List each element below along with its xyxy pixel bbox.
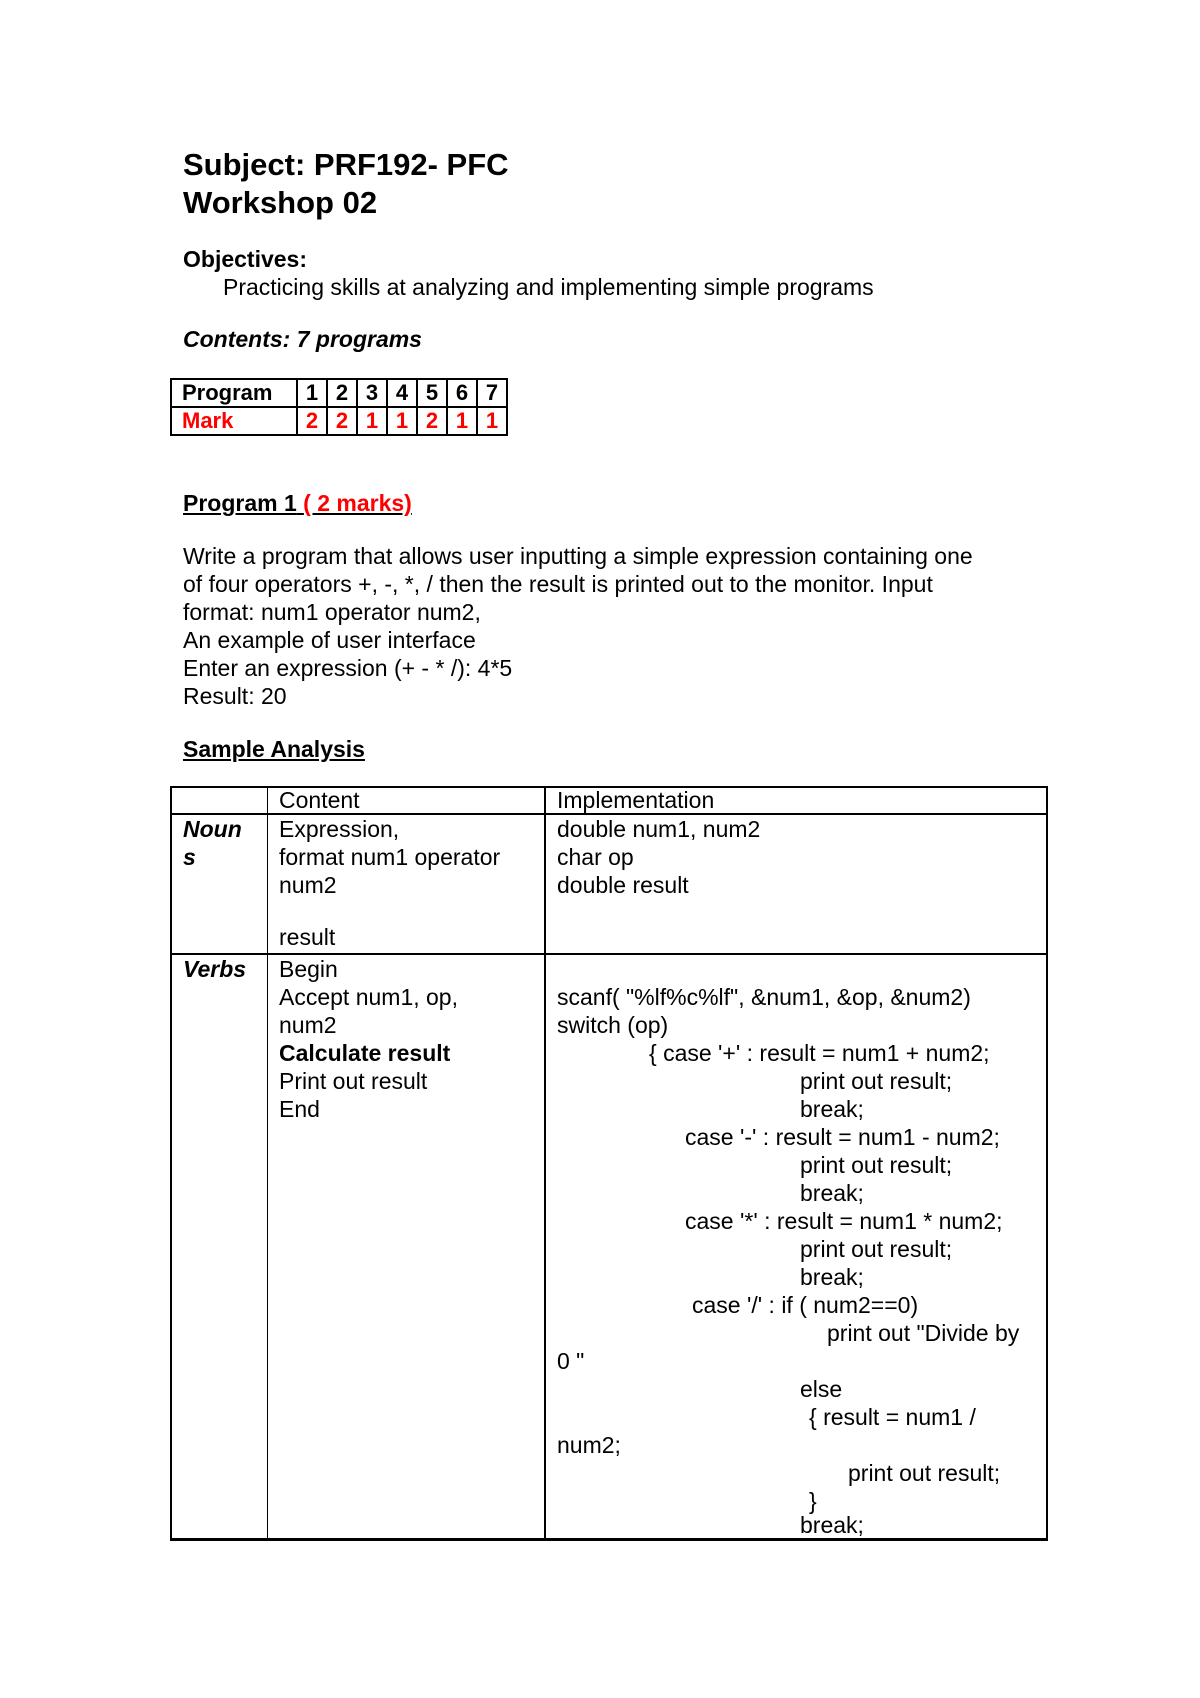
code-line: case '/' : if ( num2==0) — [692, 1292, 919, 1318]
code-line: break; — [800, 1096, 864, 1122]
nouns-impl-line: double num1, num2 — [557, 816, 761, 842]
sample-analysis-heading: Sample Analysis — [183, 736, 365, 762]
code-line: scanf( "%lf%c%lf", &num1, &op, &num2) — [557, 984, 971, 1010]
verbs-content — [279, 955, 458, 1123]
mark-value: 2 — [327, 407, 357, 435]
nouns-content-line: Expression, — [279, 816, 400, 842]
code-line: case '-' : result = num1 - num2; — [685, 1124, 1000, 1150]
table-border — [170, 1538, 1048, 1541]
objectives-text: Practicing skills at analyzing and implementing simple programs — [223, 274, 874, 300]
mark-label: Mark — [171, 407, 297, 435]
program-row — [171, 379, 507, 407]
marks-table — [170, 378, 508, 436]
program-number: 6 — [447, 379, 477, 407]
code-line: break; — [800, 1264, 864, 1290]
table-border — [170, 786, 172, 1541]
verbs-content-line: num2 — [279, 1012, 337, 1038]
mark-value: 1 — [387, 407, 417, 435]
program-number: 4 — [387, 379, 417, 407]
verbs-content-line: Calculate result — [279, 1040, 451, 1066]
subject-title: Subject: PRF192- PFC — [183, 147, 509, 182]
table-border — [1046, 786, 1048, 1541]
objectives-label: Objectives: — [183, 246, 307, 272]
code-line: num2; — [557, 1432, 621, 1458]
description-line: Enter an expression (+ - * /): 4*5 — [183, 655, 513, 681]
mark-row — [171, 407, 507, 435]
mark-value: 2 — [417, 407, 447, 435]
description-line: Result: 20 — [183, 683, 287, 709]
program-number: 5 — [417, 379, 447, 407]
code-line: case '*' : result = num1 * num2; — [685, 1208, 1003, 1234]
program1-description — [183, 542, 1043, 710]
program-number: 3 — [357, 379, 387, 407]
program-number: 7 — [477, 379, 507, 407]
header-content: Content — [279, 787, 360, 813]
code-line: else — [800, 1376, 843, 1402]
code-line: print out result; — [800, 1068, 953, 1094]
verbs-content-line: Accept num1, op, — [279, 984, 458, 1010]
nouns-label-line: Noun — [183, 816, 242, 842]
nouns-impl-line: double result — [557, 872, 689, 898]
code-line: { case '+' : result = num1 + num2; — [649, 1040, 990, 1066]
description-line: An example of user interface — [183, 627, 476, 653]
program1-marks: ( 2 marks) — [303, 490, 412, 516]
description-line: format: num1 operator num2, — [183, 599, 481, 625]
header-implementation: Implementation — [557, 787, 715, 813]
mark-value: 1 — [447, 407, 477, 435]
code-line: switch (op) — [557, 1012, 669, 1038]
nouns-content-spacer — [279, 899, 500, 923]
column-divider — [544, 786, 546, 1541]
code-line: break; — [800, 1512, 864, 1538]
verbs-content-line: Print out result — [279, 1068, 428, 1094]
code-line: print out result; — [800, 1236, 953, 1262]
verbs-content-line: End — [279, 1096, 320, 1122]
nouns-content-line: result — [279, 924, 336, 950]
program-number: 1 — [297, 379, 327, 407]
nouns-label — [183, 815, 242, 871]
verbs-label: Verbs — [183, 956, 247, 982]
nouns-implementation — [557, 815, 760, 899]
column-divider — [267, 786, 268, 1541]
code-line: print out result; — [848, 1460, 1001, 1486]
workshop-title: Workshop 02 — [183, 185, 378, 220]
nouns-content-line: num2 — [279, 872, 337, 898]
program1-heading — [183, 490, 412, 517]
nouns-label-line: s — [183, 844, 196, 870]
code-line: { result = num1 / — [809, 1404, 976, 1430]
code-line: print out result; — [800, 1152, 953, 1178]
nouns-content-line: format num1 operator — [279, 844, 501, 870]
program-number: 2 — [327, 379, 357, 407]
description-line: of four operators +, -, *, / then the result is printed out to the monitor. Input — [183, 571, 933, 597]
program-label: Program — [171, 379, 297, 407]
mark-value: 1 — [477, 407, 507, 435]
nouns-impl-line: char op — [557, 844, 634, 870]
mark-value: 2 — [297, 407, 327, 435]
code-line: break; — [800, 1180, 864, 1206]
code-line: 0 " — [557, 1348, 585, 1374]
verbs-content-line: Begin — [279, 956, 338, 982]
mark-value: 1 — [357, 407, 387, 435]
program1-title: Program 1 — [183, 490, 297, 516]
description-line: Write a program that allows user inputting a simple expression containing one — [183, 543, 973, 569]
code-line: print out "Divide by — [827, 1320, 1020, 1346]
nouns-content — [279, 815, 500, 951]
code-line: } — [809, 1488, 817, 1514]
contents-label: Contents: 7 programs — [183, 326, 422, 352]
